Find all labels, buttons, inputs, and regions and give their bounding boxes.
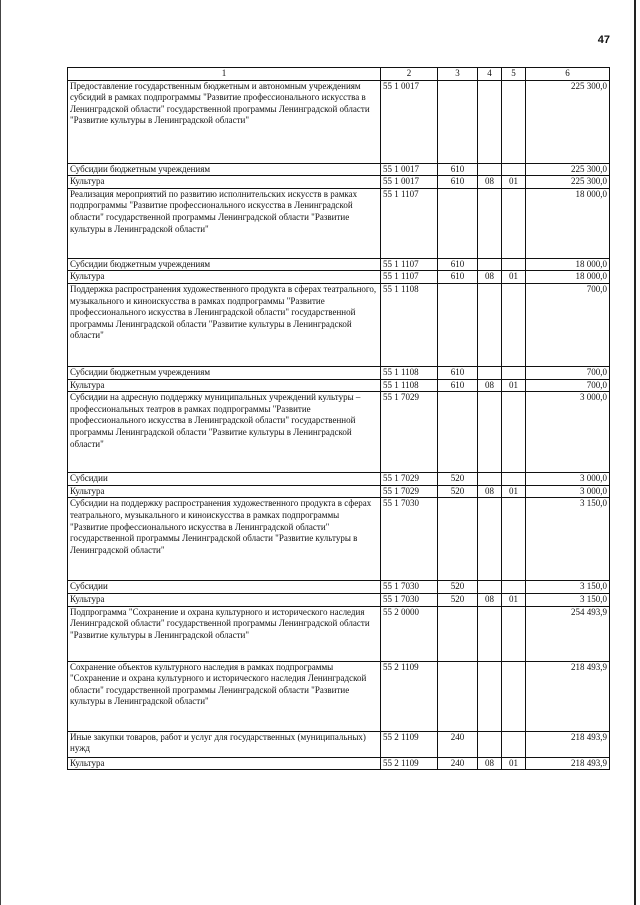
- row-amount-cell: 700,0: [526, 379, 610, 392]
- row-amount-cell: 225 300,0: [526, 80, 610, 163]
- row-code-cell: 55 1 1107: [381, 258, 438, 271]
- row-amount-cell: 3 000,0: [526, 485, 610, 498]
- row-name-cell: Культура: [68, 757, 381, 770]
- table-row: [68, 606, 610, 661]
- table-body: [68, 68, 610, 770]
- row-code-cell: 55 2 1109: [381, 731, 438, 757]
- row-rz-cell: [478, 258, 502, 271]
- row-pr-cell: [502, 258, 526, 271]
- row-vr-cell: 520: [438, 485, 478, 498]
- row-amount-cell: 3 000,0: [526, 473, 610, 486]
- row-rz-cell: 08: [478, 593, 502, 606]
- row-vr-cell: [438, 283, 478, 366]
- page-number: 47: [597, 34, 610, 46]
- row-pr-cell: [502, 283, 526, 366]
- row-rz-cell: [478, 80, 502, 163]
- row-pr-cell: [502, 392, 526, 473]
- row-amount-cell: 254 493,9: [526, 606, 610, 661]
- row-name-cell: Культура: [68, 176, 381, 189]
- header-cell: 6: [526, 68, 610, 81]
- scan-right-edge: [634, 0, 636, 905]
- row-rz-cell: 08: [478, 757, 502, 770]
- row-vr-cell: [438, 498, 478, 581]
- row-code-cell: 55 2 1109: [381, 661, 438, 731]
- table-row: [68, 392, 610, 473]
- row-rz-cell: 08: [478, 379, 502, 392]
- row-vr-cell: 610: [438, 176, 478, 189]
- header-cell: 1: [68, 68, 381, 81]
- row-name-cell: Субсидии на поддержку распространения художественного продукта в сферах театрального, музыкального и киноискусства в рамках подпрограммы "Развитие профессионального искусства в Ленинградской области" государственной программы Ленинградской области "Развитие культуры в Ленинградской области": [68, 498, 381, 581]
- row-code-cell: 55 1 7029: [381, 485, 438, 498]
- row-pr-cell: [502, 366, 526, 379]
- row-rz-cell: [478, 188, 502, 258]
- row-vr-cell: [438, 392, 478, 473]
- row-rz-cell: [478, 473, 502, 486]
- table-row: [68, 188, 610, 258]
- row-pr-cell: [502, 661, 526, 731]
- row-pr-cell: [502, 581, 526, 594]
- row-code-cell: 55 1 1108: [381, 366, 438, 379]
- row-rz-cell: 08: [478, 176, 502, 189]
- row-code-cell: 55 2 0000: [381, 606, 438, 661]
- row-rz-cell: [478, 661, 502, 731]
- row-vr-cell: [438, 80, 478, 163]
- row-amount-cell: 18 000,0: [526, 271, 610, 284]
- row-code-cell: 55 1 7030: [381, 593, 438, 606]
- table-row: [68, 379, 610, 392]
- header-cell: 4: [478, 68, 502, 81]
- row-rz-cell: 08: [478, 485, 502, 498]
- table-row: [68, 163, 610, 176]
- row-pr-cell: [502, 188, 526, 258]
- row-code-cell: 55 2 1109: [381, 757, 438, 770]
- row-pr-cell: [502, 498, 526, 581]
- row-amount-cell: 218 493,9: [526, 661, 610, 731]
- row-pr-cell: [502, 731, 526, 757]
- row-pr-cell: [502, 606, 526, 661]
- table-row: [68, 485, 610, 498]
- table-row: [68, 593, 610, 606]
- row-code-cell: 55 1 7030: [381, 581, 438, 594]
- row-amount-cell: 3 150,0: [526, 593, 610, 606]
- row-amount-cell: 3 150,0: [526, 581, 610, 594]
- row-vr-cell: [438, 606, 478, 661]
- table-header-row: [68, 68, 610, 81]
- row-name-cell: Субсидии: [68, 581, 381, 594]
- row-name-cell: Предоставление государственным бюджетным и автономным учреждениям субсидий в рамках подпрограммы "Развитие профессионального искусства в Ленинградской области" государственной программы Ленинградской области "Развитие культуры в Ленинградской области": [68, 80, 381, 163]
- row-name-cell: Культура: [68, 485, 381, 498]
- row-amount-cell: 3 150,0: [526, 498, 610, 581]
- row-vr-cell: 610: [438, 271, 478, 284]
- row-vr-cell: [438, 188, 478, 258]
- row-code-cell: 55 1 0017: [381, 163, 438, 176]
- row-name-cell: Субсидии бюджетным учреждениям: [68, 258, 381, 271]
- row-amount-cell: 18 000,0: [526, 258, 610, 271]
- header-cell: 5: [502, 68, 526, 81]
- row-pr-cell: [502, 163, 526, 176]
- row-vr-cell: 610: [438, 379, 478, 392]
- row-amount-cell: 3 000,0: [526, 392, 610, 473]
- row-vr-cell: 520: [438, 473, 478, 486]
- row-code-cell: 55 1 7030: [381, 498, 438, 581]
- row-vr-cell: 240: [438, 731, 478, 757]
- row-rz-cell: [478, 606, 502, 661]
- header-cell: 2: [381, 68, 438, 81]
- table-row: [68, 498, 610, 581]
- scan-left-edge: [0, 0, 1, 905]
- row-pr-cell: [502, 80, 526, 163]
- row-amount-cell: 225 300,0: [526, 176, 610, 189]
- row-code-cell: 55 1 1107: [381, 188, 438, 258]
- row-code-cell: 55 1 0017: [381, 176, 438, 189]
- row-pr-cell: 01: [502, 379, 526, 392]
- row-code-cell: 55 1 1108: [381, 379, 438, 392]
- table-row: [68, 473, 610, 486]
- table-row: [68, 176, 610, 189]
- row-amount-cell: 700,0: [526, 283, 610, 366]
- row-code-cell: 55 1 0017: [381, 80, 438, 163]
- row-name-cell: Культура: [68, 271, 381, 284]
- budget-table: [67, 67, 610, 770]
- row-pr-cell: 01: [502, 485, 526, 498]
- row-vr-cell: 240: [438, 757, 478, 770]
- table-row: [68, 283, 610, 366]
- row-vr-cell: 610: [438, 366, 478, 379]
- row-name-cell: Культура: [68, 593, 381, 606]
- row-amount-cell: 218 493,9: [526, 757, 610, 770]
- table-row: [68, 271, 610, 284]
- row-pr-cell: 01: [502, 593, 526, 606]
- row-vr-cell: [438, 661, 478, 731]
- row-vr-cell: 610: [438, 163, 478, 176]
- row-code-cell: 55 1 1108: [381, 283, 438, 366]
- row-name-cell: Поддержка распространения художественного продукта в сферах театрального, музыкального и киноискусства в рамках подпрограммы "Развитие профессионального искусства в Ленинградской области" государственной программы Ленинградской области "Развитие культуры в Ленинградской области": [68, 283, 381, 366]
- header-cell: 3: [438, 68, 478, 81]
- row-code-cell: 55 1 1107: [381, 271, 438, 284]
- row-amount-cell: 18 000,0: [526, 188, 610, 258]
- row-vr-cell: 520: [438, 581, 478, 594]
- row-vr-cell: 520: [438, 593, 478, 606]
- row-vr-cell: 610: [438, 258, 478, 271]
- row-rz-cell: [478, 163, 502, 176]
- table-row: [68, 731, 610, 757]
- table-row: [68, 366, 610, 379]
- row-name-cell: Субсидии бюджетным учреждениям: [68, 163, 381, 176]
- row-code-cell: 55 1 7029: [381, 473, 438, 486]
- row-rz-cell: [478, 731, 502, 757]
- table-row: [68, 258, 610, 271]
- row-code-cell: 55 1 7029: [381, 392, 438, 473]
- row-name-cell: Субсидии: [68, 473, 381, 486]
- row-name-cell: Реализация мероприятий по развитию исполнительских искусств в рамках подпрограммы "Развитие профессионального искусства в Ленинградской области" государственной программы Ленинградской области "Развитие культуры в Ленинградской области": [68, 188, 381, 258]
- row-pr-cell: [502, 473, 526, 486]
- row-name-cell: Культура: [68, 379, 381, 392]
- row-pr-cell: 01: [502, 757, 526, 770]
- row-name-cell: Субсидии бюджетным учреждениям: [68, 366, 381, 379]
- row-amount-cell: 700,0: [526, 366, 610, 379]
- table-row: [68, 80, 610, 163]
- row-name-cell: Субсидии на адресную поддержку муниципальных учреждений культуры – профессиональных театров в рамках подпрограммы "Развитие профессионального искусства в Ленинградской области" государственной программы Ленинградской области "Развитие культуры в Ленинградской области": [68, 392, 381, 473]
- row-amount-cell: 218 493,9: [526, 731, 610, 757]
- row-pr-cell: 01: [502, 176, 526, 189]
- row-rz-cell: [478, 498, 502, 581]
- row-rz-cell: 08: [478, 271, 502, 284]
- row-rz-cell: [478, 581, 502, 594]
- row-name-cell: Иные закупки товаров, работ и услуг для государственных (муниципальных) нужд: [68, 731, 381, 757]
- row-rz-cell: [478, 283, 502, 366]
- row-amount-cell: 225 300,0: [526, 163, 610, 176]
- table-row: [68, 581, 610, 594]
- table-row: [68, 757, 610, 770]
- row-pr-cell: 01: [502, 271, 526, 284]
- row-name-cell: Сохранение объектов культурного наследия в рамках подпрограммы "Сохранение и охрана культурного и исторического наследия Ленинградской области" государственной программы Ленинградской области "Развитие культуры в Ленинградской области": [68, 661, 381, 731]
- row-name-cell: Подпрограмма "Сохранение и охрана культурного и исторического наследия Ленинградской области" государственной программы Ленинградской области "Развитие культуры в Ленинградской области": [68, 606, 381, 661]
- row-rz-cell: [478, 366, 502, 379]
- row-rz-cell: [478, 392, 502, 473]
- table-row: [68, 661, 610, 731]
